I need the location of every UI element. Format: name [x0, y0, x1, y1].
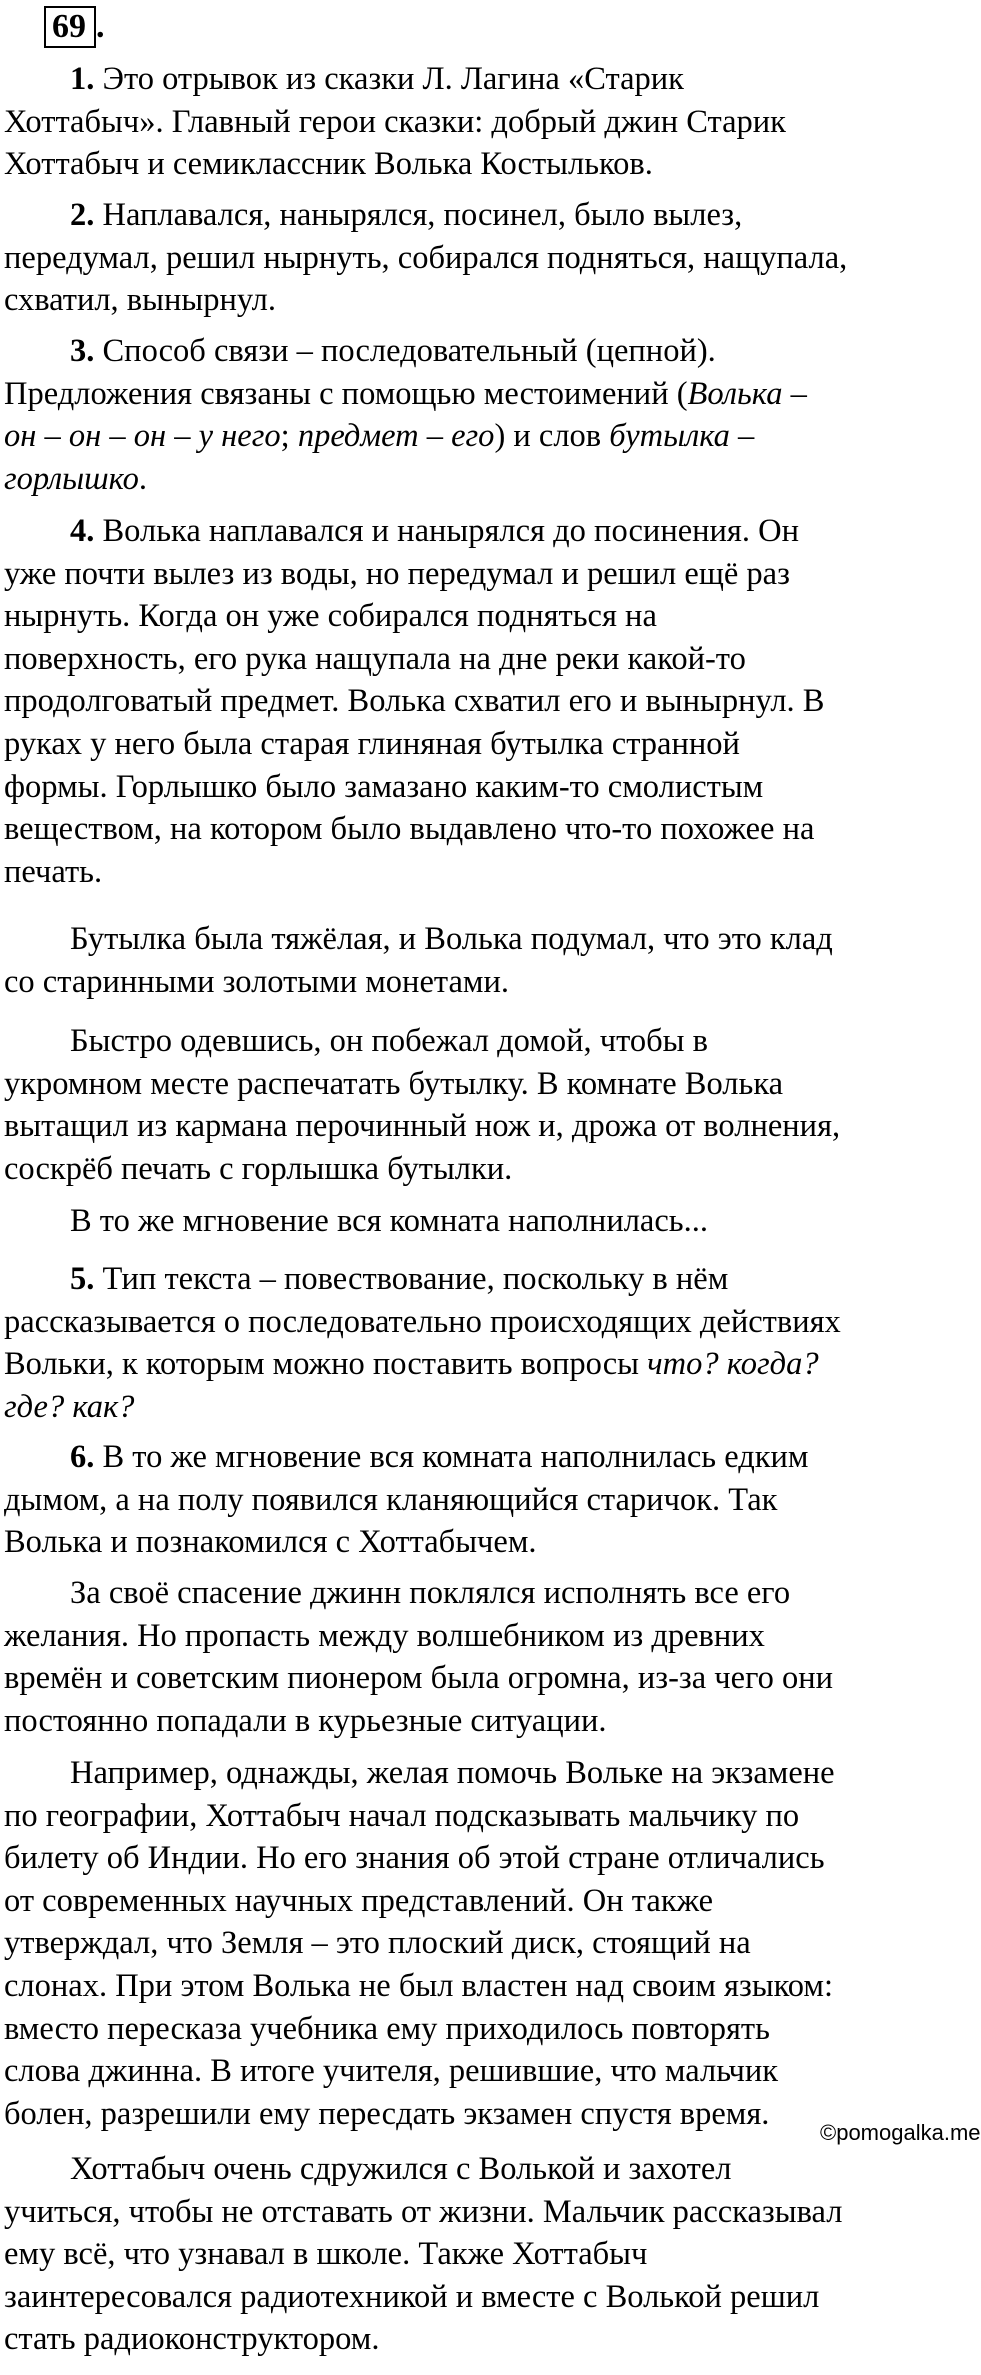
text-line: заинтересовался радиотехникой и вместе с Волькой решил — [4, 2278, 820, 2315]
text-line: передумал, решил нырнуть, собирался подняться, нащупала, — [4, 239, 848, 276]
paragraph-2 — [4, 194, 954, 322]
text-line: уже почти вылез из воды, но передумал и решил ещё раз — [4, 555, 790, 592]
text-line: нырнуть. Когда он уже собирался подняться на — [4, 598, 657, 635]
text-span: Предложения связаны с помощью местоимений ( — [4, 375, 688, 412]
text-line: Волька наплавался и нанырялся до посинения. Он — [94, 513, 799, 549]
paragraph-8 — [4, 1258, 954, 1428]
task-number-box: 69 — [44, 6, 96, 48]
paragraph-9 — [4, 1436, 954, 1564]
item-number-2: 2. — [70, 197, 95, 233]
paragraph-10 — [4, 1572, 954, 1742]
paragraph-12 — [4, 2148, 954, 2361]
paragraph-1 — [4, 58, 954, 186]
text-line: продолговатый предмет. Волька схватил его и вынырнул. В — [4, 683, 825, 720]
text-line: вытащил из кармана перочинный нож и, дрожа от волнения, — [4, 1108, 841, 1145]
text-line: Быстро одевшись, он побежал домой, чтобы в — [70, 1023, 708, 1059]
text-line: печать. — [4, 853, 103, 890]
italic-span: что? когда? — [647, 1346, 819, 1383]
text-line: слонах. При этом Волька не был властен над своим языком: — [4, 1967, 834, 2004]
paragraph-3 — [4, 330, 954, 500]
text-line: Волька и познакомился с Хоттабычем. — [4, 1524, 537, 1561]
text-line: поверхность, его рука нащупала на дне реки какой-то — [4, 640, 746, 677]
text-line: утверждал, что Земля – это плоский диск, стоящий на — [4, 1925, 751, 1962]
text-line: За своё спасение джинн поклялся исполнять все его — [70, 1575, 791, 1611]
text-line: рассказывается о последовательно происходящих действиях — [4, 1303, 841, 1340]
text-line: Хоттабыч». Главный герои сказки: добрый джин Старик — [4, 103, 786, 140]
text-line: Бутылка была тяжёлая, и Волька подумал, что это клад — [70, 921, 833, 957]
text-line: Способ связи – последовательный (цепной). — [94, 333, 716, 369]
text-line: учиться, чтобы не отставать от жизни. Мальчик рассказывал — [4, 2193, 843, 2230]
text-line: схватил, вынырнул. — [4, 282, 277, 319]
text-line: стать радиоконструктором. — [4, 2321, 380, 2358]
italic-span: он – он – он – у него — [4, 418, 281, 455]
text-line: В то же мгновение вся комната наполнилась едким — [94, 1439, 809, 1475]
text-span: ) и слов — [494, 418, 610, 455]
text-line: постоянно попадали в курьезные ситуации. — [4, 1702, 607, 1739]
item-number-5: 5. — [70, 1261, 95, 1297]
text-line: со старинными золотыми монетами. — [4, 963, 509, 1000]
item-number-4: 4. — [70, 513, 95, 549]
text-span: Вольки, к которым можно поставить вопросы — [4, 1346, 648, 1383]
paragraph-4 — [4, 510, 954, 893]
watermark: ©pomogalka.me — [820, 2120, 981, 2145]
text-line: формы. Горлышко было замазано каким-то смолистым — [4, 768, 764, 805]
text-line: слова джинна. В итоге учителя, решившие, что мальчик — [4, 2053, 779, 2090]
italic-span: Волька – — [687, 375, 807, 412]
italic-span: бутылка – — [609, 418, 755, 455]
text-line: В то же мгновение вся комната наполнилась... — [70, 1203, 708, 1239]
task-number — [44, 6, 105, 48]
text-line: веществом, на котором было выдавлено что-то похожее на — [4, 811, 815, 848]
text-line: соскрёб печать с горлышка бутылки. — [4, 1150, 513, 1187]
text-line: болен, разрешили ему пересдать экзамен спустя время. — [4, 2095, 770, 2132]
text-line: по географии, Хоттабыч начал подсказывать мальчику по — [4, 1797, 800, 1834]
text-line: укромном месте распечатать бутылку. В комнате Волька — [4, 1065, 784, 1102]
text-line: Наплавался, нанырялся, посинел, было вылез, — [94, 197, 743, 233]
italic-span: где? как? — [4, 1388, 135, 1425]
item-number-6: 6. — [70, 1439, 95, 1475]
paragraph-11 — [4, 1752, 954, 2135]
text-line: Хоттабыч очень сдружился с Волькой и захотел — [70, 2151, 732, 2187]
paragraph-6 — [4, 1020, 954, 1190]
task-number-dot: . — [96, 8, 105, 45]
item-number-1: 1. — [70, 61, 95, 97]
text-span: . — [138, 460, 147, 497]
text-span: ; — [280, 418, 298, 455]
text-line: от современных научных представлений. Он также — [4, 1882, 714, 1919]
text-line: Например, однажды, желая помочь Вольке на экзамене — [70, 1755, 835, 1791]
paragraph-5 — [4, 918, 954, 1003]
paragraph-7 — [4, 1200, 954, 1243]
text-line: Хоттабыч и семиклассник Волька Костыльков. — [4, 146, 653, 183]
text-line: ему всё, что узнавал в школе. Также Хоттабыч — [4, 2236, 648, 2273]
italic-span: горлышко — [4, 460, 139, 497]
text-line: билету об Индии. Но его знания об этой стране отличались — [4, 1840, 825, 1877]
text-line: желания. Но пропасть между волшебником из древних — [4, 1617, 765, 1654]
text-line: дымом, а на полу появился кланяющийся старичок. Так — [4, 1481, 778, 1518]
text-line: вместо пересказа учебника ему приходилось повторять — [4, 2010, 770, 2047]
text-line: Это отрывок из сказки Л. Лагина «Старик — [94, 61, 684, 97]
italic-span: предмет – его — [297, 418, 495, 455]
text-line: времён и советским пионером была огромна, из-за чего они — [4, 1660, 834, 1697]
text-line: руках у него была старая глиняная бутылка странной — [4, 725, 740, 762]
text-line: Тип текста – повествование, поскольку в нём — [94, 1261, 729, 1297]
item-number-3: 3. — [70, 333, 95, 369]
